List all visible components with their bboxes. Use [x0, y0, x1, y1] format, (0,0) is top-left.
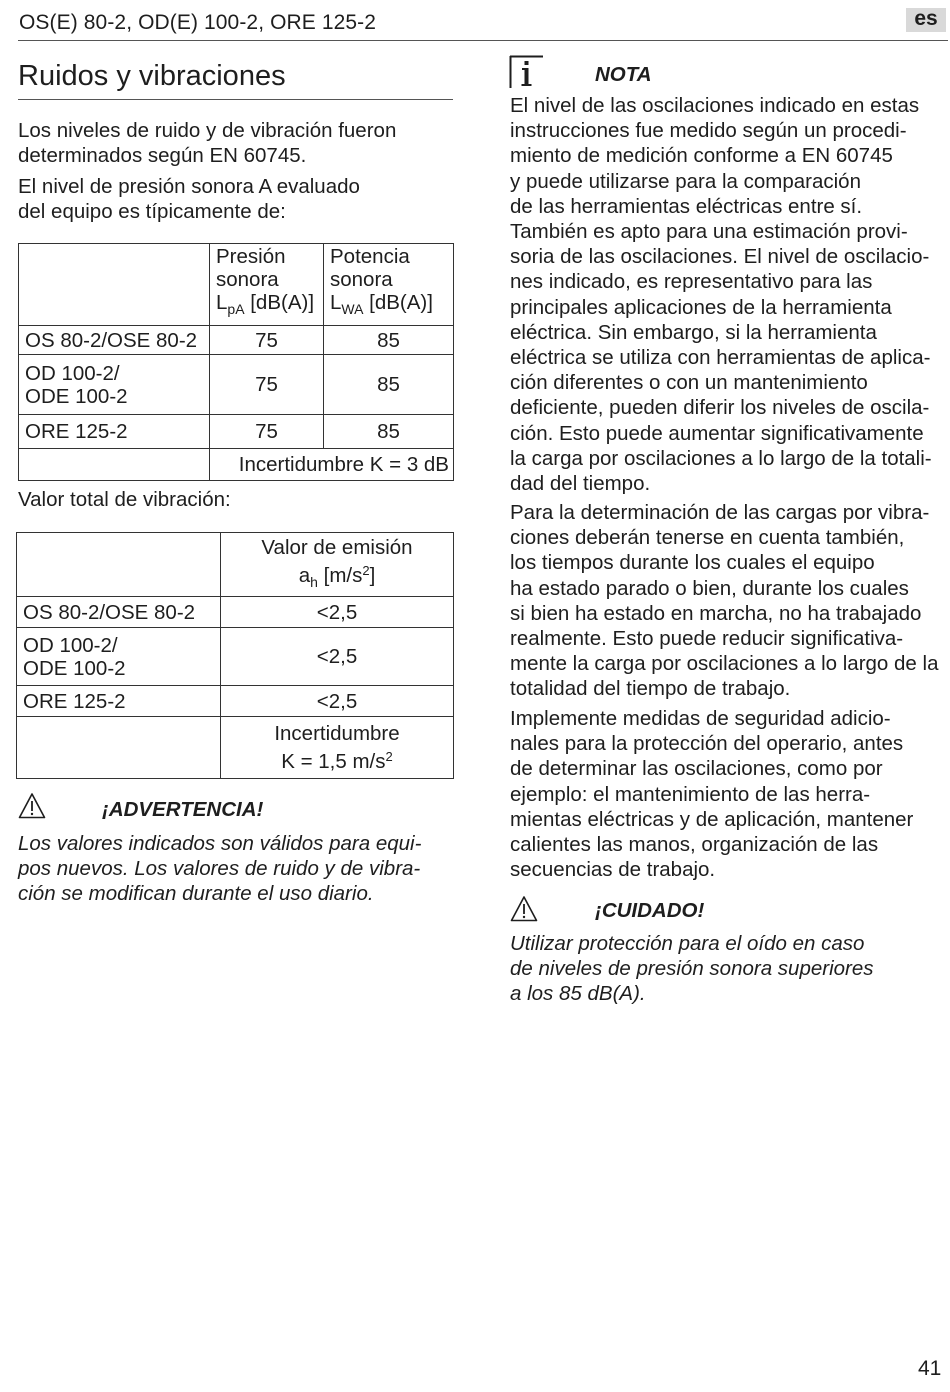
- section-title: Ruidos y vibraciones: [18, 60, 286, 92]
- vibration-table: [16, 532, 454, 779]
- noise-head-pressure: [210, 244, 324, 326]
- text-line: Los valores indicados son válidos para equi-: [18, 832, 422, 855]
- head-text: Presión: [216, 245, 286, 268]
- unit: ]: [369, 563, 376, 587]
- nota-title: NOTA: [595, 63, 652, 86]
- vib-head: [221, 533, 454, 597]
- head-text: Valor de emisión: [261, 535, 413, 559]
- uncertainty-text: K = 1,5 m/s: [281, 750, 386, 773]
- text-line: los tiempos durante los cuales el equipo: [510, 551, 875, 575]
- text-line: dad del tiempo.: [510, 472, 651, 496]
- noise-table-corner: [19, 244, 210, 326]
- model-line: OD 100-2/: [23, 633, 118, 657]
- model-cell: ORE 125-2: [19, 415, 210, 449]
- lwa-cell: 85: [324, 326, 454, 355]
- table-row: [19, 326, 454, 355]
- head-text: sonora: [216, 268, 279, 291]
- text-line: de las herramientas eléctricas entre sí.: [510, 194, 863, 218]
- text-line: ción. Esto puede aumentar significativamente: [510, 421, 924, 445]
- superscript: 2: [385, 749, 393, 764]
- value-cell: <2,5: [221, 597, 454, 628]
- table-row: [19, 415, 454, 449]
- vib-uncertainty-cell: [221, 717, 454, 779]
- vibration-label: Valor total de vibración:: [18, 488, 231, 511]
- text-line: mientas eléctricas y de aplicación, mantener: [510, 807, 914, 831]
- unit: [dB(A)]: [363, 291, 433, 314]
- text-line: soria de las oscilaciones. El nivel de oscilacio-: [510, 245, 930, 269]
- model-cell: [17, 628, 221, 686]
- pressure-paragraph: [18, 174, 360, 224]
- caution-title: ¡CUIDADO!: [595, 899, 705, 922]
- head-unit: [330, 291, 447, 321]
- model-line: OD 100-2/: [25, 361, 120, 385]
- section-title-rule: [18, 99, 453, 100]
- text-line: principales aplicaciones de la herramienta: [510, 295, 892, 319]
- warning-icon: [18, 792, 46, 820]
- text-line: eléctrica. Sin embargo, si la herramienta: [510, 320, 877, 344]
- text-line: del equipo es típicamente de:: [18, 200, 286, 223]
- text-line: El nivel de las oscilaciones indicado en estas: [510, 94, 920, 117]
- text-line: a los 85 dB(A).: [510, 982, 646, 1005]
- text-line: pos nuevos. Los valores de ruido y de vibra-: [18, 857, 421, 880]
- lwa-cell: 85: [324, 415, 454, 449]
- subscript: WA: [341, 301, 364, 317]
- lpa-cell: 75: [210, 326, 324, 355]
- symbol: L: [330, 291, 342, 314]
- text-line: de niveles de presión sonora superiores: [510, 957, 874, 980]
- caution-text: [510, 931, 874, 1006]
- text-line: mente la carga por oscilaciones a lo largo de la: [510, 652, 939, 676]
- subscript: h: [310, 573, 318, 590]
- text-line: Los niveles de ruido y de vibración fueron: [18, 119, 397, 142]
- uncertainty-line: Incertidumbre: [274, 722, 400, 745]
- model-line: ODE 100-2: [23, 656, 126, 680]
- text-line: nales para la protección del operario, antes: [510, 732, 904, 756]
- lwa-cell: 85: [324, 355, 454, 415]
- lpa-cell: 75: [210, 415, 324, 449]
- head-unit: [227, 559, 447, 594]
- text-line: y puede utilizarse para la comparación: [510, 169, 861, 193]
- text-line: ciones deberán tenerse en cuenta también,: [510, 526, 905, 550]
- symbol: a: [298, 563, 311, 587]
- table-row: [17, 686, 454, 717]
- header-title: OS(E) 80-2, OD(E) 100-2, ORE 125-2: [19, 11, 377, 34]
- value-cell: <2,5: [221, 628, 454, 686]
- noise-uncertainty-cell: Incertidumbre K = 3 dB: [210, 449, 454, 481]
- head-text: sonora: [330, 268, 393, 291]
- caution-icon: [510, 895, 538, 923]
- uncertainty-line: [227, 745, 447, 773]
- value-cell: <2,5: [221, 686, 454, 717]
- text-line: secuencias de trabajo.: [510, 858, 716, 882]
- text-line: También es apto para una estimación provi-: [510, 220, 908, 244]
- noise-head-power: [324, 244, 454, 326]
- text-line: calientes las manos, organización de las: [510, 833, 879, 857]
- text-line: determinados según EN 60745.: [18, 144, 307, 167]
- table-row: [19, 449, 454, 481]
- table-row: [17, 597, 454, 628]
- text-line: nes indicado, es representativo para las: [510, 270, 873, 294]
- text-line: ha estado parado o bien, durante los cuales: [510, 576, 909, 600]
- text-line: instrucciones fue medido según un procedi-: [510, 119, 907, 143]
- nota-paragraph-1: [510, 93, 932, 496]
- text-line: miento de medición conforme a EN 60745: [510, 144, 893, 168]
- model-cell: OS 80-2/OSE 80-2: [19, 326, 210, 355]
- head-unit: [216, 291, 317, 321]
- text-line: eléctrica se utiliza con herramientas de aplica-: [510, 346, 931, 370]
- text-line: de determinar las oscilaciones, como por: [510, 757, 883, 781]
- info-icon: [509, 55, 544, 89]
- intro-paragraph: [18, 118, 396, 168]
- text-line: si bien ha estado en marcha, no ha trabajado: [510, 601, 922, 625]
- table-row: [17, 717, 454, 779]
- vib-table-corner: [17, 533, 221, 597]
- warning-text: [18, 831, 421, 906]
- page-number: 41: [918, 1357, 942, 1380]
- table-row: [19, 355, 454, 415]
- head-text: Potencia: [330, 245, 410, 268]
- empty-cell: [17, 717, 221, 779]
- model-cell: OS 80-2/OSE 80-2: [17, 597, 221, 628]
- text-line: totalidad del tiempo de trabajo.: [510, 677, 791, 701]
- text-line: la carga por oscilaciones a lo largo de la totali-: [510, 446, 932, 470]
- subscript: pA: [227, 301, 245, 317]
- lpa-cell: 75: [210, 355, 324, 415]
- text-line: ción se modifican durante el uso diario.: [18, 882, 374, 905]
- symbol: L: [216, 291, 228, 314]
- text-line: Utilizar protección para el oído en caso: [510, 932, 865, 955]
- text-line: ción diferentes o con un mantenimiento: [510, 371, 868, 395]
- language-badge: es: [906, 8, 946, 32]
- text-line: deficiente, pueden diferir los niveles de oscila-: [510, 396, 930, 420]
- table-row: [17, 628, 454, 686]
- nota-paragraph-3: [510, 706, 913, 882]
- text-line: Implemente medidas de seguridad adicio-: [510, 707, 891, 730]
- model-cell: [19, 355, 210, 415]
- text-line: realmente. Esto puede reducir significativa-: [510, 627, 904, 651]
- unit: [dB(A)]: [244, 291, 315, 314]
- empty-cell: [19, 449, 210, 481]
- model-cell: ORE 125-2: [17, 686, 221, 717]
- text-line: Para la determinación de las cargas por vibra-: [510, 501, 930, 524]
- text-line: El nivel de presión sonora A evaluado: [18, 175, 360, 198]
- nota-paragraph-2: [510, 500, 938, 702]
- text-line: ejemplo: el mantenimiento de las herra-: [510, 782, 871, 806]
- warning-title: ¡ADVERTENCIA!: [102, 798, 264, 821]
- header-divider: [18, 40, 948, 41]
- superscript: 2: [362, 562, 370, 578]
- unit: [m/s: [317, 563, 363, 587]
- model-line: ODE 100-2: [25, 384, 128, 408]
- noise-table: [18, 243, 454, 481]
